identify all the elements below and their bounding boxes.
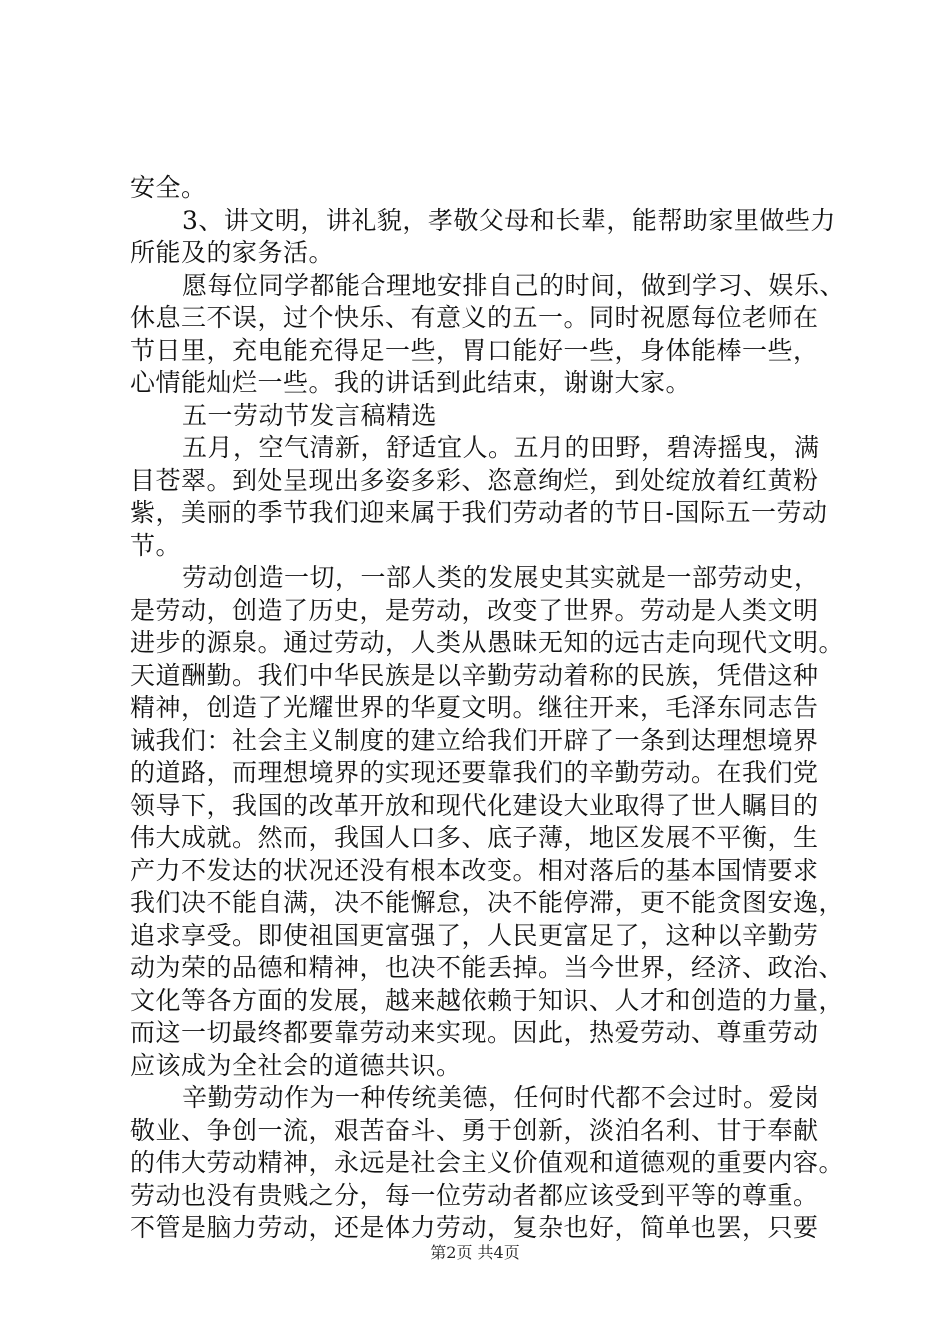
text-line: 诫我们：社会主义制度的建立给我们开辟了一条到达理想境界 xyxy=(130,725,819,755)
text-line: 应该成为全社会的道德共识。 xyxy=(130,1050,462,1080)
text-line: 是劳动，创造了历史，是劳动，改变了世界。劳动是人类文明 xyxy=(130,595,819,625)
text-line: 劳动创造一切，一部人类的发展史其实就是一部劳动史， xyxy=(182,563,820,592)
text-line: 文化等各方面的发展，越来越依赖于知识、人才和创造的力量， xyxy=(130,985,845,1015)
text-line: 所能及的家务活。 xyxy=(130,238,335,267)
text-line: 辛勤劳动作为一种传统美德，任何时代都不会过时。爱岗 xyxy=(182,1083,820,1112)
text-line: 动为荣的品德和精神，也决不能丢掉。当今世界，经济、政治、 xyxy=(130,953,845,982)
text-line: 我们决不能自满，决不能懈怠，决不能停滞，更不能贪图安逸， xyxy=(130,888,845,917)
text-line: 进步的源泉。通过劳动，人类从愚昧无知的远古走向现代文明。 xyxy=(130,628,845,657)
text-line: 不管是脑力劳动，还是体力劳动，复杂也好，简单也罢，只要 xyxy=(130,1213,819,1242)
text-line: 领导下，我国的改革开放和现代化建设大业取得了世人瞩目的 xyxy=(130,790,819,820)
text-line: 的伟大劳动精神，永远是社会主义价值观和道德观的重要内容。 xyxy=(130,1148,845,1177)
text-line: 心情能灿烂一些。我的讲话到此结束，谢谢大家。 xyxy=(130,368,692,397)
text-line: 五一劳动节发言稿精选 xyxy=(182,400,438,430)
text-line: 伟大成就。然而，我国人口多、底子薄，地区发展不平衡，生 xyxy=(130,823,819,852)
page-footer: 第2页 共4页 xyxy=(430,1243,520,1262)
text-line: 而这一切最终都要靠劳动来实现。因此，热爱劳动、尊重劳动 xyxy=(130,1018,819,1047)
text-line: 敬业、争创一流，艰苦奋斗、勇于创新，淡泊名利、甘于奉献 xyxy=(130,1115,819,1145)
document-body xyxy=(130,172,846,1245)
text-line: 目苍翠。到处呈现出多姿多彩、恣意绚烂，到处绽放着红黄粉 xyxy=(130,465,819,495)
text-line: 节日里，充电能充得足一些，胃口能好一些，身体能棒一些， xyxy=(130,335,819,365)
text-line: 天道酬勤。我们中华民族是以辛勤劳动着称的民族，凭借这种 xyxy=(130,660,819,690)
text-line: 劳动也没有贵贱之分，每一位劳动者都应该受到平等的尊重。 xyxy=(130,1180,819,1210)
text-line: 紫，美丽的季节我们迎来属于我们劳动者的节日-国际五一劳动 xyxy=(130,498,828,527)
text-line: 节。 xyxy=(130,530,182,560)
text-line: 五月，空气清新，舒适宜人。五月的田野，碧涛摇曳，满 xyxy=(182,433,820,462)
text-line: 的道路，而理想境界的实现还要靠我们的辛勤劳动。在我们党 xyxy=(130,758,819,787)
text-line: 3、讲文明，讲礼貌，孝敬父母和长辈，能帮助家里做些力 xyxy=(182,205,836,235)
text-line: 安全。 xyxy=(130,173,207,202)
text-line: 追求享受。即使祖国更富强了，人民更富足了，这种以辛勤劳 xyxy=(130,920,819,950)
text-line: 愿每位同学都能合理地安排自己的时间，做到学习、娱乐、 xyxy=(182,270,846,300)
text-line: 精神，创造了光耀世界的华夏文明。继往开来，毛泽东同志告 xyxy=(130,693,819,722)
text-line: 产力不发达的状况还没有根本改变。相对落后的基本国情要求 xyxy=(130,855,819,885)
text-line: 休息三不误，过个快乐、有意义的五一。同时祝愿每位老师在 xyxy=(130,303,819,332)
